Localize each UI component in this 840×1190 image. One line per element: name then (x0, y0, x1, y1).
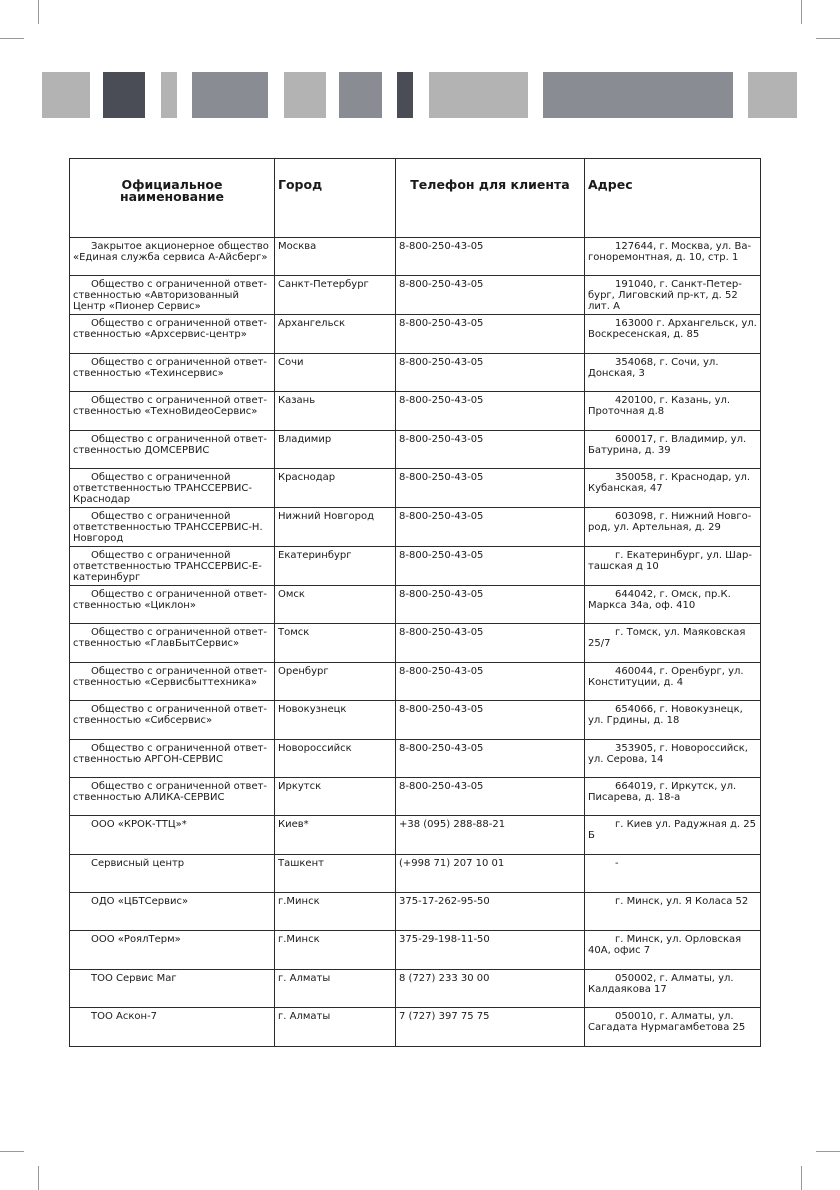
column-header-address: Адрес (585, 159, 761, 238)
city-cell: г.Минск (275, 931, 396, 969)
city-cell: г. Алматы (275, 1008, 396, 1046)
phone-cell: 8-800-250-43-05 (396, 468, 585, 507)
city-cell: Новокузнецк (275, 701, 396, 739)
org-name-cell: ООО «КРОК-ТТЦ»* (70, 816, 275, 854)
table-row (70, 392, 761, 430)
address-cell: г. Екатеринбург, ул. Шар-ташская д 10 (585, 546, 761, 585)
org-name-cell: Общество с ограниченной ответ-ственностью «Техинсервис» (70, 353, 275, 391)
crop-mark (0, 1151, 24, 1152)
address-cell: 127644, г. Москва, ул. Ва-гоноремонтная, д. 10, стр. 1 (585, 238, 761, 276)
phone-cell: 8-800-250-43-05 (396, 777, 585, 815)
table-row (70, 662, 761, 700)
table-row (70, 238, 761, 276)
city-cell: Омск (275, 585, 396, 623)
address-cell: г. Минск, ул. Я Коласа 52 (585, 893, 761, 931)
org-name-cell: Общество с ограниченной ответ-ственностью АРГОН-СЕРВИС (70, 739, 275, 777)
table-row (70, 701, 761, 739)
phone-cell: 8-800-250-43-05 (396, 662, 585, 700)
table-row (70, 816, 761, 854)
crop-mark (801, 0, 802, 24)
org-name-cell: Закрытое акционерное общество «Единая служба сервиса А-Айсберг» (70, 238, 275, 276)
table-row (70, 276, 761, 315)
phone-cell: 8-800-250-43-05 (396, 315, 585, 353)
org-name-cell: ТОО Аскон-7 (70, 1008, 275, 1046)
phone-cell: 7 (727) 397 75 75 (396, 1008, 585, 1046)
org-name-cell: Общество с ограниченной ответ-ственностью ДОМСЕРВИС (70, 430, 275, 468)
org-name-cell: Общество с ограниченной ответ-ственностью АЛИКА-СЕРВИС (70, 777, 275, 815)
address-cell: 191040, г. Санкт-Петер-бург, Лиговский пр-кт, д. 52 лит. А (585, 276, 761, 315)
address-cell: 664019, г. Иркутск, ул. Писарева, д. 18-а (585, 777, 761, 815)
table-row (70, 315, 761, 353)
table-row (70, 353, 761, 391)
phone-cell: 8-800-250-43-05 (396, 276, 585, 315)
phone-cell: 8-800-250-43-05 (396, 739, 585, 777)
address-cell: - (585, 854, 761, 892)
city-cell: Нижний Новгород (275, 507, 396, 546)
table-row (70, 430, 761, 468)
crop-mark (0, 38, 24, 39)
address-cell: 420100, г. Казань, ул. Проточная д.8 (585, 392, 761, 430)
header-bar (42, 72, 90, 118)
city-cell: Санкт-Петербург (275, 276, 396, 315)
header-bar (748, 72, 797, 118)
city-cell: Иркутск (275, 777, 396, 815)
header-bar (192, 72, 268, 118)
org-name-cell: ОДО «ЦБТСервис» (70, 893, 275, 931)
phone-cell: 375-17-262-95-50 (396, 893, 585, 931)
address-cell: 600017, г. Владимир, ул. Батурина, д. 39 (585, 430, 761, 468)
phone-cell: 8-800-250-43-05 (396, 430, 585, 468)
org-name-cell: Общество с ограниченной ответ-ственностью «Сервисбыттехника» (70, 662, 275, 700)
address-cell: 350058, г. Краснодар, ул. Кубанская, 47 (585, 468, 761, 507)
org-name-cell: Общество с ограниченной ответственностью ТРАНССЕРВИС-Н. Новгород (70, 507, 275, 546)
phone-cell: 8-800-250-43-05 (396, 624, 585, 662)
table-row (70, 893, 761, 931)
table-row (70, 777, 761, 815)
table-row (70, 546, 761, 585)
org-name-cell: Общество с ограниченной ответ-ственностью «Сибсервис» (70, 701, 275, 739)
address-cell: 654066, г. Новокузнецк, ул. Грдины, д. 18 (585, 701, 761, 739)
org-name-cell: Общество с ограниченной ответ-ственностью «ТехноВидеоСервис» (70, 392, 275, 430)
phone-cell: (+998 71) 207 10 01 (396, 854, 585, 892)
city-cell: Киев* (275, 816, 396, 854)
crop-mark (816, 38, 840, 39)
column-header-name: Официальное наименование (70, 159, 275, 238)
table-row (70, 624, 761, 662)
crop-mark (816, 1151, 840, 1152)
address-cell: 644042, г. Омск, пр.К. Маркса 34а, оф. 410 (585, 585, 761, 623)
city-cell: г.Минск (275, 893, 396, 931)
city-cell: Екатеринбург (275, 546, 396, 585)
table-row (70, 854, 761, 892)
org-name-cell: Общество с ограниченной ответ-ственностью «Авторизованный Центр «Пионер Сервис» (70, 276, 275, 315)
address-cell: 050010, г. Алматы, ул. Сагадата Нурмагамбетова 25 (585, 1008, 761, 1046)
address-cell: 163000 г. Архангельск, ул. Воскресенская, д. 85 (585, 315, 761, 353)
address-cell: г. Киев ул. Радужная д. 25 Б (585, 816, 761, 854)
city-cell: Ташкент (275, 854, 396, 892)
phone-cell: 8 (727) 233 30 00 (396, 969, 585, 1007)
city-cell: Краснодар (275, 468, 396, 507)
crop-mark (38, 1166, 39, 1190)
phone-cell: 375-29-198-11-50 (396, 931, 585, 969)
phone-cell: 8-800-250-43-05 (396, 585, 585, 623)
address-cell: г. Минск, ул. Орловская 40А, офис 7 (585, 931, 761, 969)
table-row (70, 1008, 761, 1046)
city-cell: Москва (275, 238, 396, 276)
city-cell: Владимир (275, 430, 396, 468)
column-header-phone: Телефон для клиента (396, 159, 585, 238)
phone-cell: 8-800-250-43-05 (396, 701, 585, 739)
table-row (70, 507, 761, 546)
city-cell: Архангельск (275, 315, 396, 353)
city-cell: Оренбург (275, 662, 396, 700)
crop-mark (801, 1166, 802, 1190)
address-cell: 603098, г. Нижний Новго-род, ул. Артельная, д. 29 (585, 507, 761, 546)
address-cell: 353905, г. Новороссийск, ул. Серова, 14 (585, 739, 761, 777)
org-name-cell: Общество с ограниченной ответственностью ТРАНССЕРВИС-Краснодар (70, 468, 275, 507)
address-cell: 050002, г. Алматы, ул. Калдаякова 17 (585, 969, 761, 1007)
table-row (70, 468, 761, 507)
city-cell: г. Алматы (275, 969, 396, 1007)
table-row (70, 931, 761, 969)
header-bar (429, 72, 528, 118)
city-cell: Новороссийск (275, 739, 396, 777)
org-name-cell: Общество с ограниченной ответ-ственностью «ГлавБытСервис» (70, 624, 275, 662)
header-bar (543, 72, 733, 118)
city-cell: Сочи (275, 353, 396, 391)
phone-cell: 8-800-250-43-05 (396, 507, 585, 546)
org-name-cell: ТОО Сервис Маг (70, 969, 275, 1007)
phone-cell: 8-800-250-43-05 (396, 546, 585, 585)
org-name-cell: Общество с ограниченной ответ-ственностью «Циклон» (70, 585, 275, 623)
crop-mark (38, 0, 39, 24)
phone-cell: +38 (095) 288-88-21 (396, 816, 585, 854)
phone-cell: 8-800-250-43-05 (396, 392, 585, 430)
address-cell: 354068, г. Сочи, ул. Донская, 3 (585, 353, 761, 391)
table-header-row (70, 159, 761, 238)
header-bar (339, 72, 382, 118)
table-row (70, 739, 761, 777)
org-name-cell: Общество с ограниченной ответственностью ТРАНССЕРВИС-Е-катеринбург (70, 546, 275, 585)
header-bar (397, 72, 413, 118)
org-name-cell: Сервисный центр (70, 854, 275, 892)
city-cell: Казань (275, 392, 396, 430)
phone-cell: 8-800-250-43-05 (396, 238, 585, 276)
phone-cell: 8-800-250-43-05 (396, 353, 585, 391)
header-bar (161, 72, 177, 118)
org-name-cell: Общество с ограниченной ответ-ственностью «Архсервис-центр» (70, 315, 275, 353)
address-cell: 460044, г. Оренбург, ул. Конституции, д. 4 (585, 662, 761, 700)
header-bar (284, 72, 326, 118)
table-row (70, 585, 761, 623)
address-cell: г. Томск, ул. Маяковская 25/7 (585, 624, 761, 662)
city-cell: Томск (275, 624, 396, 662)
service-centers-table (69, 158, 761, 1047)
column-header-city: Город (275, 159, 396, 238)
table-row (70, 969, 761, 1007)
org-name-cell: ООО «РоялТерм» (70, 931, 275, 969)
header-bar (103, 72, 145, 118)
